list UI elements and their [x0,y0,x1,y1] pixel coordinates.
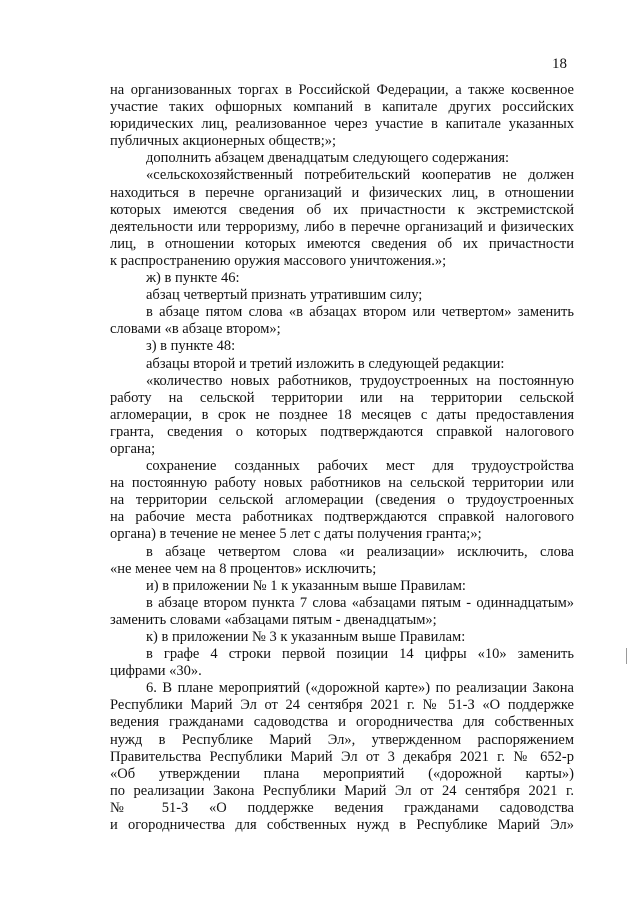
text-line: работу на сельской территории или на территории сельской [110,389,574,406]
text-line: в абзаце втором пункта 7 слова «абзацами пятым - одиннадцатым» [146,594,574,611]
text-line: находиться в перечне организаций и физических лиц, в отношении [110,184,574,201]
text-line: абзац четвертый признать утратившим силу; [146,287,423,304]
text-line: которых имеются сведения об их причастности к экстремистской [110,201,574,218]
text-line: ж) в пункте 46: [146,270,240,287]
text-line: словами «в абзаце втором»; [110,321,281,338]
text-line: лиц, в отношении которых имеются сведения об их причастности [110,235,574,252]
text-line: Республики Марий Эл от 24 сентября 2021 г. № 51-З «О поддержке [110,697,574,714]
text-line: деятельности или терроризму, либо в перечне организаций и физических [110,218,574,235]
text-line: агломерации, в срок не позднее 18 месяцев с даты предоставления [110,406,574,423]
text-line: органа; [110,440,156,457]
text-line: ведения гражданами садоводства и огородничества для собственных [110,714,574,731]
text-line: на организованных торгах в Российской Федерации, а также косвенное [110,82,574,98]
document-body [110,82,574,834]
text-line: цифрами «30». [110,663,202,680]
scan-edge-mark [626,648,627,664]
text-line: на постоянную работу новых работников на сельской территории или [110,475,574,492]
text-line: з) в пункте 48: [146,338,236,355]
text-line: в графе 4 строки первой позиции 14 цифры «10» заменить [146,646,574,663]
text-line: 6. В плане мероприятий («дорожной карте») по реализации Закона [146,680,574,697]
text-line: в абзаце пятом слова «в абзацах втором или четвертом» заменить [146,304,574,321]
text-line: заменить словами «абзацами пятым - двенадцатым»; [110,611,437,628]
text-line: Правительства Республики Марий Эл от 3 декабря 2021 г. № 652-р [110,748,574,765]
text-line: по реализации Закона Республики Марий Эл от 24 сентября 2021 г. [110,782,574,799]
text-line: органа) в течение не менее 5 лет с даты получения гранта;»; [110,526,482,543]
text-line: на рабочие места работниках подтверждаются справкой налогового [110,509,574,526]
text-line: публичных акционерных обществ;»; [110,133,337,150]
text-line: «не менее чем на 8 процентов» исключить; [110,560,377,577]
text-line: дополнить абзацем двенадцатым следующего содержания: [146,150,510,167]
text-line: гранта, сведения о которых подтверждаются справкой налогового [110,423,574,440]
text-line: «количество новых работников, трудоустроенных на постоянную [146,372,574,389]
text-line: и) в приложении № 1 к указанным выше Правилам: [146,577,466,594]
text-line: к распространению оружия массового уничтожения.»; [110,252,447,269]
text-line: сохранение созданных рабочих мест для трудоустройства [146,458,574,475]
page-number: 18 [552,56,567,72]
text-line: абзацы второй и третий изложить в следующей редакции: [146,355,505,372]
text-line: «Об утверждении плана мероприятий («дорожной карты») [110,765,574,782]
text-line: на территории сельской агломерации (сведения о трудоустроенных [110,492,574,509]
text-line: участие таких офшорных компаний в капитале других российских [110,99,574,116]
text-line: «сельскохозяйственный потребительский кооператив не должен [146,167,574,184]
text-line: юридических лиц, реализованное через участие в капитале указанных [110,116,574,133]
text-line: и огородничества для собственных нужд в Республике Марий Эл» [110,817,574,834]
text-line: в абзаце четвертом слова «и реализации» исключить, слова [146,543,574,560]
text-line: нужд в Республике Марий Эл», утвержденном распоряжением [110,731,574,748]
text-line: к) в приложении № 3 к указанным выше Правилам: [146,629,466,645]
text-line: № 51-З «О поддержке ведения гражданами садоводства [110,799,574,816]
